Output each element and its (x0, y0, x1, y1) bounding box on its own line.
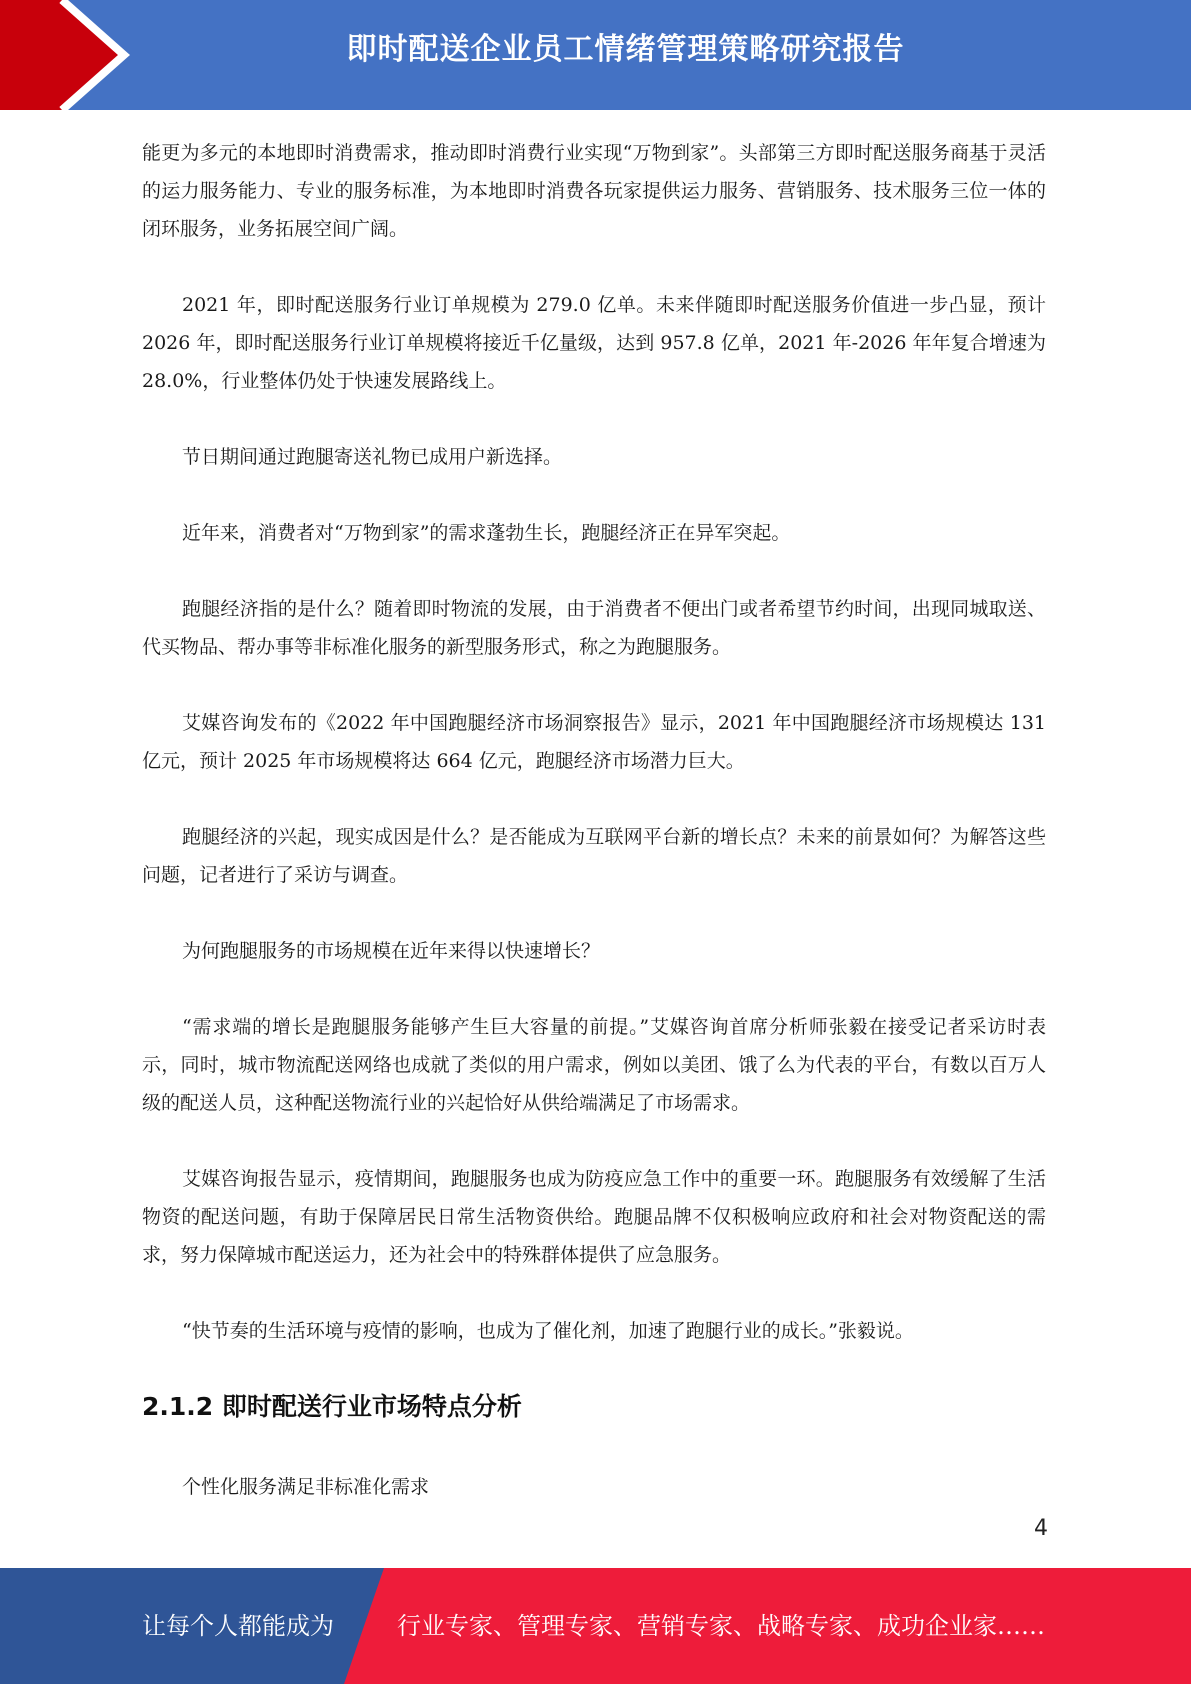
document-body (142, 134, 1046, 1544)
paragraph: “快节奏的生活环境与疫情的影响，也成为了催化剂，加速了跑腿行业的成长。”张毅说。 (182, 1320, 914, 1342)
document-title: 即时配送企业员工情绪管理策略研究报告 (346, 32, 905, 67)
paragraph: 艾媒咨询报告显示，疫情期间，跑腿服务也成为防疫应急工作中的重要一环。跑腿服务有效缓解了生活物资的配送问题，有助于保障居民日常生活物资供给。跑腿品牌不仅积极响应政府和社会对物资配送的需求，努力保障城市配送运力，还为社会中的特殊群体提供了应急服务。 (142, 1168, 1046, 1266)
header-chevron-icon (0, 0, 160, 110)
paragraph: 近年来，消费者对“万物到家”的需求蓬勃生长，跑腿经济正在异军突起。 (182, 522, 791, 544)
paragraph: 为何跑腿服务的市场规模在近年来得以快速增长？ (182, 940, 601, 962)
paragraph: 节日期间通过跑腿寄送礼物已成用户新选择。 (182, 446, 563, 468)
paragraph: 个性化服务满足非标准化需求 (182, 1476, 430, 1498)
footer-slogan-left: 让每个人都能成为 (142, 1612, 334, 1640)
paragraph-continuation: 能更为多元的本地即时消费需求，推动即时消费行业实现“万物到家”。头部第三方即时配送服务商基于灵活的运力服务能力、专业的服务标准，为本地即时消费各玩家提供运力服务、营销服务、技术服务三位一体的闭环服务，业务拓展空间广阔。 (142, 142, 1046, 240)
paragraph: 跑腿经济指的是什么？随着即时物流的发展，由于消费者不便出门或者希望节约时间，出现同城取送、代买物品、帮办事等非标准化服务的新型服务形式，称之为跑腿服务。 (142, 598, 1046, 658)
page-number: 4 (1034, 1516, 1048, 1541)
paragraph: 跑腿经济的兴起，现实成因是什么？是否能成为互联网平台新的增长点？未来的前景如何？为解答这些问题，记者进行了采访与调查。 (142, 826, 1046, 886)
paragraph: “需求端的增长是跑腿服务能够产生巨大容量的前提。”艾媒咨询首席分析师张毅在接受记者采访时表示，同时，城市物流配送网络也成就了类似的用户需求，例如以美团、饿了么为代表的平台，有数以百万人级的配送人员，这种配送物流行业的兴起恰好从供给端满足了市场需求。 (142, 1016, 1046, 1114)
footer-slogan-right: 行业专家、管理专家、营销专家、战略专家、成功企业家…… (397, 1612, 1045, 1640)
page-header (0, 0, 1191, 110)
paragraph: 2021 年，即时配送服务行业订单规模为 279.0 亿单。未来伴随即时配送服务价值进一步凸显，预计 2026 年，即时配送服务行业订单规模将接近千亿量级，达到 957.8 亿单，2021 年-2026 年年复合增速为 28.0%，行业整体仍处于快速发展路线上。 (142, 294, 1046, 392)
section-heading: 2.1.2 即时配送行业市场特点分析 (142, 1392, 522, 1421)
page-footer (0, 1568, 1191, 1684)
paragraph: 艾媒咨询发布的《2022 年中国跑腿经济市场洞察报告》显示，2021 年中国跑腿经济市场规模达 131 亿元，预计 2025 年市场规模将达 664 亿元，跑腿经济市场潜力巨大。 (142, 712, 1046, 772)
